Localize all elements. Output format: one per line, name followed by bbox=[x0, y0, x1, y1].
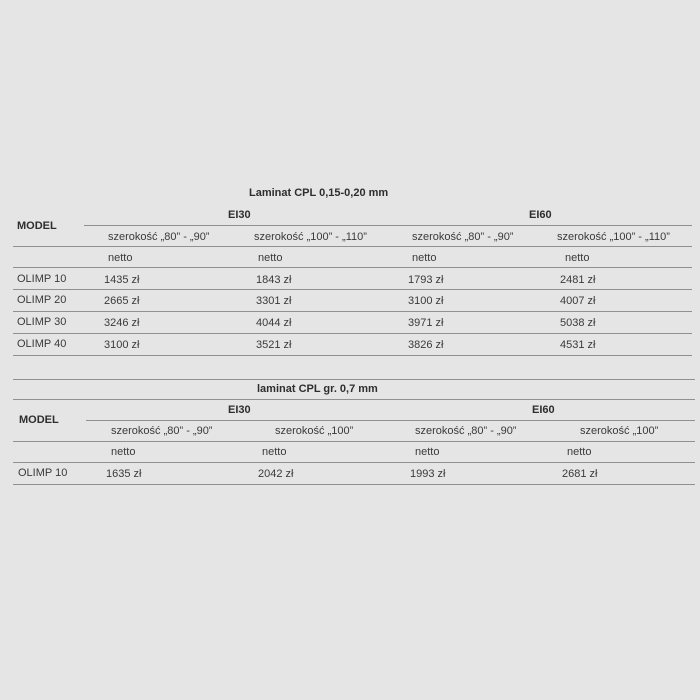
price-cell: 4044 zł bbox=[256, 317, 292, 329]
sub-header: szerokość „80” - „90” bbox=[111, 425, 213, 437]
divider bbox=[13, 311, 692, 312]
price-cell: 1843 zł bbox=[256, 274, 292, 286]
price-cell: 2665 zł bbox=[104, 295, 140, 307]
divider bbox=[86, 420, 695, 421]
divider bbox=[13, 399, 695, 400]
price-cell: 3100 zł bbox=[408, 295, 444, 307]
price-cell: 3521 zł bbox=[256, 339, 292, 351]
divider bbox=[13, 333, 692, 334]
sub-header: szerokość „80” - „90” bbox=[412, 231, 514, 243]
netto-label: netto bbox=[262, 446, 287, 458]
table-title: Laminat CPL 0,15-0,20 mm bbox=[249, 187, 389, 199]
model-cell: OLIMP 10 bbox=[17, 273, 67, 285]
group-header-ei30: EI30 bbox=[228, 209, 251, 221]
divider bbox=[13, 246, 692, 247]
model-cell: OLIMP 10 bbox=[18, 467, 68, 479]
price-cell: 3246 zł bbox=[104, 317, 140, 329]
price-cell: 2042 zł bbox=[258, 468, 294, 480]
model-cell: OLIMP 20 bbox=[17, 294, 67, 306]
price-cell: 3826 zł bbox=[408, 339, 444, 351]
netto-label: netto bbox=[111, 446, 136, 458]
price-cell: 1635 zł bbox=[106, 468, 142, 480]
netto-label: netto bbox=[567, 446, 592, 458]
table-title: laminat CPL gr. 0,7 mm bbox=[257, 383, 378, 395]
model-header: MODEL bbox=[19, 414, 59, 426]
divider bbox=[13, 289, 692, 290]
netto-label: netto bbox=[415, 446, 440, 458]
sub-header: szerokość „100” bbox=[580, 425, 659, 437]
divider bbox=[13, 441, 695, 442]
price-cell: 4531 zł bbox=[560, 339, 596, 351]
divider bbox=[13, 355, 692, 356]
sub-header: szerokość „100” - „110” bbox=[557, 231, 670, 243]
netto-label: netto bbox=[412, 252, 437, 264]
netto-label: netto bbox=[258, 252, 283, 264]
price-cell: 1793 zł bbox=[408, 274, 444, 286]
price-cell: 2481 zł bbox=[560, 274, 596, 286]
model-cell: OLIMP 30 bbox=[17, 316, 67, 328]
netto-label: netto bbox=[565, 252, 590, 264]
divider bbox=[13, 462, 695, 463]
group-header-ei30: EI30 bbox=[228, 404, 251, 416]
price-cell: 5038 zł bbox=[560, 317, 596, 329]
price-cell: 4007 zł bbox=[560, 295, 596, 307]
price-cell: 3971 zł bbox=[408, 317, 444, 329]
group-header-ei60: EI60 bbox=[532, 404, 555, 416]
price-cell: 1435 zł bbox=[104, 274, 140, 286]
group-header-ei60: EI60 bbox=[529, 209, 552, 221]
price-cell: 3301 zł bbox=[256, 295, 292, 307]
model-cell: OLIMP 40 bbox=[17, 338, 67, 350]
price-cell: 2681 zł bbox=[562, 468, 598, 480]
divider bbox=[13, 379, 695, 380]
divider bbox=[13, 267, 692, 268]
model-header: MODEL bbox=[17, 220, 57, 232]
divider bbox=[13, 484, 695, 485]
netto-label: netto bbox=[108, 252, 133, 264]
sub-header: szerokość „80” - „90” bbox=[415, 425, 517, 437]
divider bbox=[84, 225, 692, 226]
sub-header: szerokość „80” - „90” bbox=[108, 231, 210, 243]
price-cell: 1993 zł bbox=[410, 468, 446, 480]
sub-header: szerokość „100” bbox=[275, 425, 354, 437]
sub-header: szerokość „100” - „110” bbox=[254, 231, 367, 243]
price-cell: 3100 zł bbox=[104, 339, 140, 351]
